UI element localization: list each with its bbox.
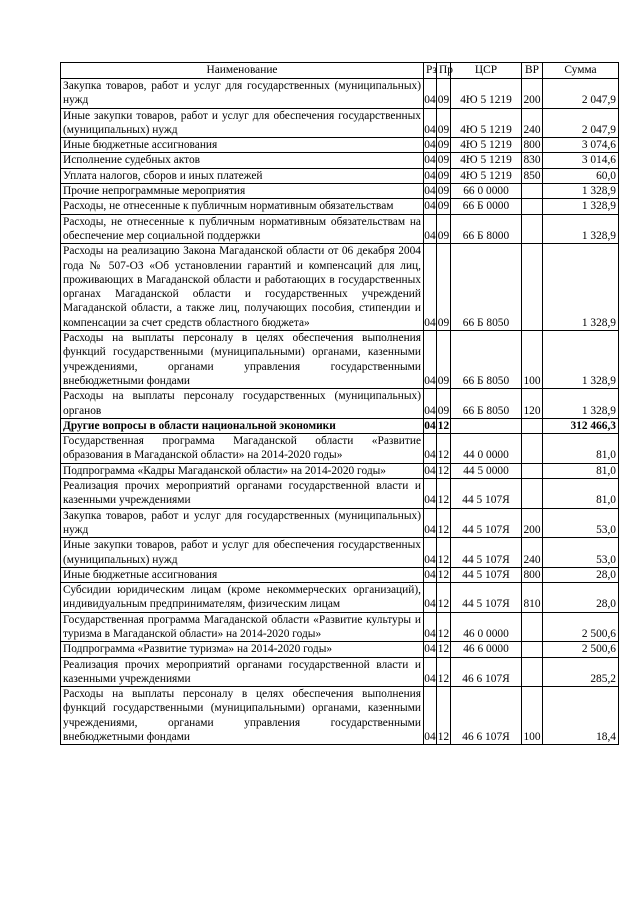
- row-pr-cell: 12: [437, 538, 451, 568]
- row-rz-cell: 04: [424, 244, 437, 331]
- row-sum-cell: 2 500,6: [543, 642, 619, 657]
- table-row: [61, 418, 619, 433]
- row-name-cell: Иные бюджетные ассигнования: [61, 138, 424, 153]
- row-name-cell: Уплата налогов, сборов и иных платежей: [61, 168, 424, 183]
- row-rz-cell: 04: [424, 538, 437, 568]
- row-name-cell: Закупка товаров, работ и услуг для государственных (муниципальных) нужд: [61, 508, 424, 538]
- row-rz-cell: 04: [424, 389, 437, 419]
- row-rz-cell: 04: [424, 643, 436, 656]
- row-vr-cell: [522, 199, 543, 214]
- row-csr-cell: 4Ю 5 1219: [451, 79, 522, 109]
- row-rz-cell: 04: [424, 657, 437, 687]
- row-sum-cell: 1 328,9: [543, 389, 619, 419]
- row-sum-cell: 3 074,6: [543, 138, 619, 153]
- table-row: [61, 138, 619, 153]
- row-rz-cell: 04: [424, 139, 436, 152]
- row-rz-cell: 04: [424, 464, 436, 477]
- header-sum: Сумма: [543, 63, 619, 79]
- row-pr-cell: 12: [437, 479, 451, 509]
- row-pr-cell: 12: [437, 657, 451, 687]
- row-name-cell: Реализация прочих мероприятий органами государственной власти и казенными учреждениями: [61, 479, 424, 509]
- table-row: [61, 184, 619, 199]
- row-pr-cell: 12: [437, 687, 451, 745]
- row-vr-cell: 800: [523, 139, 541, 152]
- row-name-cell: Расходы на выплаты персоналу в целях обеспечения выполнения функций государственными (муниципальными) органами, казенными учреждениями, органами управления государственными внебюджетными фондами: [61, 687, 424, 745]
- row-rz-cell: 04: [424, 612, 437, 642]
- row-csr-cell: 46 6 0000: [451, 642, 522, 657]
- row-sum-cell: 1 328,9: [543, 184, 619, 199]
- row-vr-cell: 100: [522, 331, 543, 389]
- table-row: [61, 153, 619, 168]
- row-pr-cell: 09: [437, 169, 450, 182]
- table-row: [61, 331, 619, 389]
- row-pr-cell: 12: [437, 464, 450, 477]
- row-rz-cell: 04: [424, 434, 437, 464]
- row-name-cell: Иные бюджетные ассигнования: [61, 567, 424, 582]
- table-row: [61, 508, 619, 538]
- row-vr-cell: [522, 463, 543, 478]
- row-csr-cell: [451, 418, 522, 433]
- row-pr-cell: 09: [437, 185, 450, 198]
- row-sum-cell: 81,0: [543, 463, 619, 478]
- table-row: [61, 108, 619, 138]
- header-csr: ЦСР: [451, 63, 522, 79]
- row-csr-cell: 44 5 0000: [451, 463, 522, 478]
- table-header-row: [61, 63, 619, 79]
- row-sum-cell: 53,0: [543, 508, 619, 538]
- table-row: [61, 244, 619, 331]
- table-row: [61, 479, 619, 509]
- row-csr-cell: 66 Б 0000: [451, 199, 522, 214]
- row-rz-cell: 04: [424, 508, 437, 538]
- row-vr-cell: 240: [522, 108, 543, 138]
- row-vr-cell: [522, 642, 543, 657]
- table-row: [61, 79, 619, 109]
- row-csr-cell: 4Ю 5 1219: [451, 168, 522, 183]
- table-row: [61, 199, 619, 214]
- header-name: Наименование: [61, 63, 424, 79]
- header-vr: ВР: [522, 63, 543, 79]
- row-vr-cell: [522, 418, 543, 433]
- row-rz-cell: 04: [424, 185, 436, 198]
- row-sum-cell: 28,0: [543, 567, 619, 582]
- row-vr-cell: [522, 434, 543, 464]
- table-row: [61, 612, 619, 642]
- row-rz-cell: 04: [424, 479, 437, 509]
- row-name-cell: Исполнение судебных актов: [61, 153, 424, 168]
- budget-table: [60, 62, 619, 745]
- row-vr-cell: 800: [523, 568, 541, 581]
- row-sum-cell: 1 328,9: [543, 199, 619, 214]
- row-sum-cell: 3 014,6: [543, 153, 619, 168]
- row-sum-cell: 60,0: [543, 168, 619, 183]
- table-row: [61, 389, 619, 419]
- row-sum-cell: 18,4: [543, 687, 619, 745]
- table-row: [61, 434, 619, 464]
- row-csr-cell: 4Ю 5 1219: [451, 138, 522, 153]
- row-csr-cell: 46 6 107Я: [451, 657, 522, 687]
- row-name-cell: Субсидии юридическим лицам (кроме некоммерческих организаций), индивидуальным предпринимателям, физическим лицам: [61, 583, 424, 613]
- row-pr-cell: 12: [437, 583, 451, 613]
- row-csr-cell: 4Ю 5 1219: [451, 153, 522, 168]
- table-row: [61, 642, 619, 657]
- row-sum-cell: 1 328,9: [543, 214, 619, 244]
- row-csr-cell: 66 Б 8000: [451, 214, 522, 244]
- row-pr-cell: 12: [437, 612, 451, 642]
- row-vr-cell: [522, 244, 543, 331]
- row-csr-cell: 46 0 0000: [451, 612, 522, 642]
- row-name-cell: Расходы, не отнесенные к публичным нормативным обязательствам на обеспечение мер социальной поддержки: [61, 214, 424, 244]
- table-row: [61, 214, 619, 244]
- row-rz-cell: 04: [424, 108, 437, 138]
- row-name-cell: Закупка товаров, работ и услуг для государственных (муниципальных) нужд: [61, 79, 424, 109]
- row-rz-cell: 04: [424, 419, 436, 432]
- row-rz-cell: 04: [424, 214, 437, 244]
- row-csr-cell: 66 Б 8050: [451, 244, 522, 331]
- row-csr-cell: 44 5 107Я: [451, 538, 522, 568]
- row-name-cell: Государственная программа Магаданской области «Развитие культуры и туризма в Магаданской области» на 2014-2020 годы»: [61, 612, 424, 642]
- row-rz-cell: 04: [424, 583, 437, 613]
- row-csr-cell: 44 5 107Я: [451, 567, 522, 582]
- row-sum-cell: 81,0: [543, 479, 619, 509]
- row-name-cell: Государственная программа Магаданской области «Развитие образования в Магаданской области» на 2014-2020 годы»: [61, 434, 424, 464]
- row-name-cell: Расходы на выплаты персоналу в целях обеспечения выполнения функций государственными (муниципальными) органами, казенными учреждениями, органами управления государственными внебюджетными фондами: [61, 331, 424, 389]
- row-pr-cell: 09: [437, 200, 450, 213]
- row-csr-cell: 66 Б 8050: [451, 331, 522, 389]
- row-sum-cell: 81,0: [543, 434, 619, 464]
- row-csr-cell: 46 6 107Я: [451, 687, 522, 745]
- table-body: [61, 79, 619, 745]
- row-sum-cell: 1 328,9: [543, 331, 619, 389]
- row-name-cell: Расходы на выплаты персоналу государственных (муниципальных) органов: [61, 389, 424, 419]
- row-rz-cell: 04: [424, 200, 436, 213]
- row-vr-cell: [522, 479, 543, 509]
- row-vr-cell: 810: [522, 583, 543, 613]
- row-csr-cell: 4Ю 5 1219: [451, 108, 522, 138]
- row-pr-cell: 09: [437, 244, 451, 331]
- row-rz-cell: 04: [424, 154, 436, 167]
- row-sum-cell: 2 047,9: [543, 108, 619, 138]
- row-vr-cell: 120: [522, 389, 543, 419]
- row-csr-cell: 44 5 107Я: [451, 508, 522, 538]
- row-sum-cell: 53,0: [543, 538, 619, 568]
- row-csr-cell: 66 Б 8050: [451, 389, 522, 419]
- row-name-cell: Иные закупки товаров, работ и услуг для обеспечения государственных (муниципальных) нужд: [61, 108, 424, 138]
- row-csr-cell: 44 5 107Я: [451, 479, 522, 509]
- row-rz-cell: 04: [424, 687, 437, 745]
- row-vr-cell: 200: [522, 79, 543, 109]
- table-row: [61, 583, 619, 613]
- row-vr-cell: 830: [523, 154, 541, 167]
- row-pr-cell: 12: [437, 419, 450, 432]
- row-pr-cell: 12: [437, 508, 451, 538]
- row-vr-cell: 100: [522, 687, 543, 745]
- row-pr-cell: 12: [437, 434, 451, 464]
- row-pr-cell: 09: [437, 331, 451, 389]
- header-rz: Рз: [424, 63, 437, 79]
- table-row: [61, 463, 619, 478]
- row-sum-cell: 2 500,6: [543, 612, 619, 642]
- row-vr-cell: [522, 612, 543, 642]
- row-pr-cell: 12: [437, 568, 450, 581]
- row-rz-cell: 04: [424, 331, 437, 389]
- table-row: [61, 687, 619, 745]
- row-name-cell: Расходы, не отнесенные к публичным нормативным обязательствам: [61, 199, 424, 214]
- row-sum-cell: 2 047,9: [543, 79, 619, 109]
- row-pr-cell: 09: [437, 389, 451, 419]
- row-rz-cell: 04: [424, 568, 436, 581]
- row-name-cell: Другие вопросы в области национальной экономики: [61, 418, 424, 433]
- row-vr-cell: [522, 184, 543, 199]
- row-pr-cell: 09: [437, 214, 451, 244]
- table-row: [61, 168, 619, 183]
- row-name-cell: Подпрограмма «Кадры Магаданской области» на 2014-2020 годы»: [61, 463, 424, 478]
- row-sum-cell: 285,2: [543, 657, 619, 687]
- row-vr-cell: [522, 214, 543, 244]
- row-name-cell: Расходы на реализацию Закона Магаданской области от 06 декабря 2004 года № 507-ОЗ «Об установлении гарантий и компенсаций для лиц, проживающих в Магаданской области и работающих в государственных органах Магаданской области и государственных учреждений Магаданской области, а также лиц, получающих пособия, стипендии и компенсации за счет средств областного бюджета»: [61, 244, 424, 331]
- row-vr-cell: 850: [523, 169, 541, 182]
- row-sum-cell: 28,0: [543, 583, 619, 613]
- row-csr-cell: 44 5 107Я: [451, 583, 522, 613]
- row-pr-cell: 09: [437, 139, 450, 152]
- row-pr-cell: 09: [437, 108, 451, 138]
- header-pr: Пр: [437, 63, 451, 79]
- row-name-cell: Реализация прочих мероприятий органами государственной власти и казенными учреждениями: [61, 657, 424, 687]
- row-csr-cell: 44 0 0000: [451, 434, 522, 464]
- row-name-cell: Прочие непрограммные мероприятия: [61, 184, 424, 199]
- row-vr-cell: 240: [522, 538, 543, 568]
- row-pr-cell: 12: [437, 643, 450, 656]
- table-row: [61, 538, 619, 568]
- row-rz-cell: 04: [424, 79, 437, 109]
- row-csr-cell: 66 0 0000: [451, 184, 522, 199]
- row-rz-cell: 04: [424, 169, 436, 182]
- row-name-cell: Иные закупки товаров, работ и услуг для обеспечения государственных (муниципальных) нужд: [61, 538, 424, 568]
- row-sum-cell: 312 466,3: [543, 418, 619, 433]
- row-name-cell: Подпрограмма «Развитие туризма» на 2014-2020 годы»: [61, 642, 424, 657]
- row-sum-cell: 1 328,9: [543, 244, 619, 331]
- table-row: [61, 567, 619, 582]
- row-vr-cell: [522, 657, 543, 687]
- row-pr-cell: 09: [437, 79, 451, 109]
- row-vr-cell: 200: [522, 508, 543, 538]
- row-pr-cell: 09: [437, 154, 450, 167]
- table-row: [61, 657, 619, 687]
